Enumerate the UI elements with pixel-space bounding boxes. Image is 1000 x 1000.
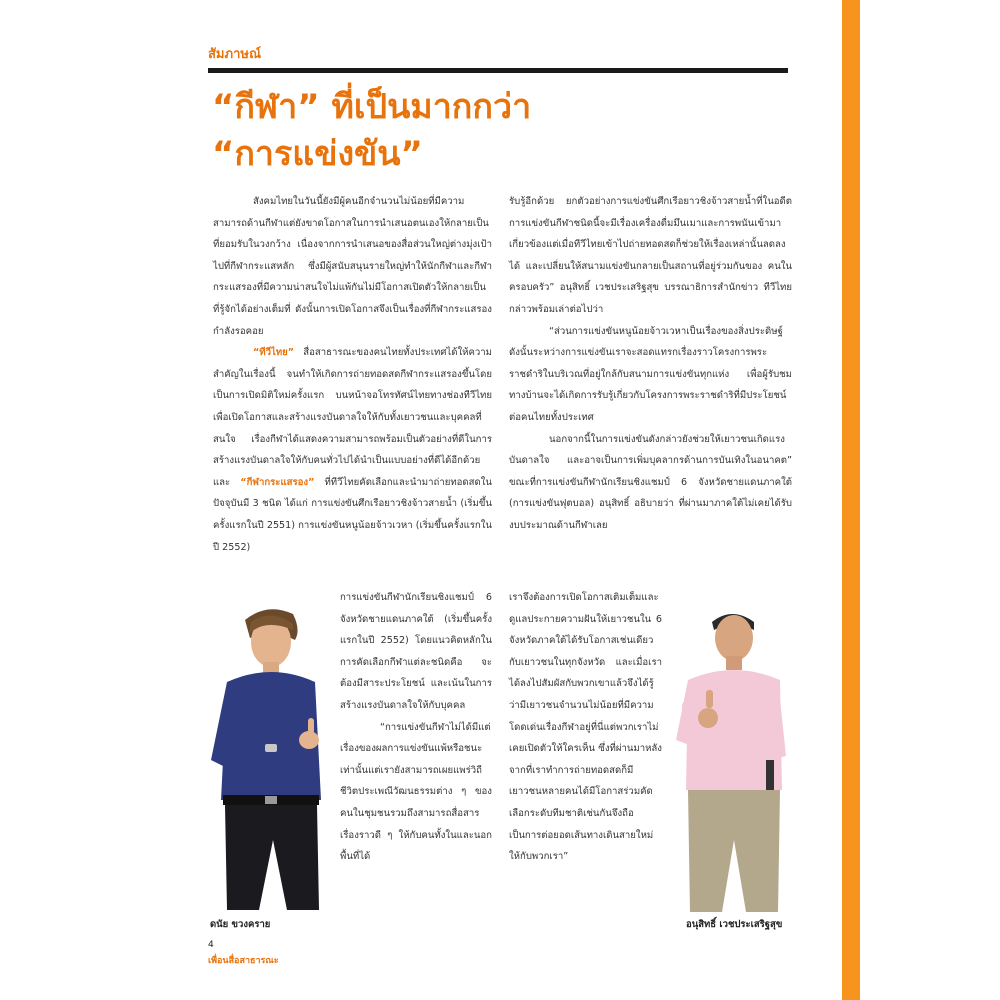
article-paragraph: เราจึงต้องการเปิดโอกาสเติมเต็มและดูแลประกายความฝันให้เยาวชนใน 6 จังหวัดภาคใต้ได้รับโอกาสเช่นเดียวกับเยาวชนในทุกจังหวัด และเมื่อเราได้ลงไปสัมผัสกับพวกเขาแล้วจึงได้รู้ว่ามีเยาวชนจำนวนไม่น้อยที่มีความโดดเด่นเรื่องกีฬาอยู่ที่นี่แต่พวกเราไม่เคยเปิดตัวให้ใครเห็น ซึ่งที่ผ่านมาหลังจากที่เราทำการถ่ายทอดสดก็มีเยาวชนหลายคนได้มีโอกาสร่วมคัดเลือกระดับทีมชาติเช่นกันจึงถือเป็นการต่อยอดเส้นทางเดินสายใหม่ให้กับพวกเรา” (509, 592, 662, 863)
headline-line-2: “การแข่งขัน” (212, 134, 423, 174)
photo-left-man (205, 600, 335, 910)
section-label: สัมภาษณ์ (208, 47, 262, 62)
photo-right-man (662, 600, 792, 912)
article-paragraph: นอกจากนี้ในการแข่งขันดังกล่าวยังช่วยให้เยาวชนเกิดแรงบันดาลใจ และอาจเป็นการเพิ่มบุคลากรด้านการบันเทิงในอนาคต” ขณะที่การแข่งขันกีฬานักเรียนชิงแชมป์ 6 จังหวัดชายแดนภาคใต้ (การแข่งขันฟุตบอล) อนุสิทธิ์ อธิบายว่า ที่ผ่านมาภาคใต้ไม่เคยได้รับงบประมาณด้านกีฬาเลย (509, 433, 792, 531)
article-paragraph: สังคมไทยในวันนี้ยังมีผู้คนอีกจำนวนไม่น้อยที่มีความสามารถด้านกีฬาแต่ยังขาดโอกาสในการนำเสนอตนเองให้กลายเป็นที่ยอมรับในวงกว้าง เนื่องจากการนำเสนอของสื่อส่วนใหญ่ต่างมุ่งเป้าไปที่กีฬากระแสหลัก ซึ่งมีผู้สนับสนุนรายใหญ่ทำให้นักกีฬาและกีฬากระแสรองที่มีความน่าสนใจไม่แพ้กันไม่มีโอกาสเปิดตัวให้กลายเป็นที่รู้จักได้อย่างเต็มที่ ดังนั้นการเปิดโอกาสจึงเป็นเรื่องที่กีฬากระแสรองกำลังรอคอย (213, 196, 492, 337)
highlight-minor-sports: “กีฬากระแสรอง” (240, 476, 315, 488)
article-paragraph (213, 342, 492, 558)
magazine-name: เพื่อนสื่อสาธารณะ (208, 956, 279, 966)
article-text: ที่ทีวีไทยคัดเลือกและนำมาถ่ายทอดสดในปัจจุบันมี 3 ชนิด ได้แก่ การแข่งขันศึกเรือยาวชิงจ้าวสายน้ำ (เริ่มขึ้นครั้งแรกในปี 2551) การแข่งขันหนูน้อยจ้าวเวหา (เริ่มขึ้นครั้งแรกในปี 2552) (213, 476, 492, 553)
article-paragraph: “ส่วนการแข่งขันหนูน้อยจ้าวเวหาเป็นเรื่องของสิ่งประดิษฐ์ดังนั้นระหว่างการแข่งขันเราจะสอดแทรกเรื่องราวโครงการพระราชดำริในบริเวณที่อยู่ใกล้กับสนามการแข่งขันทุกแห่ง เพื่อผู้รับชมทางบ้านจะได้เกิดการรับรู้เกี่ยวกับโครงการพระราชดำริที่มีประโยชน์ต่อคนไทยทั้งประเทศ (509, 325, 792, 423)
article-column-2 (340, 587, 492, 868)
article-column-4 (509, 587, 662, 868)
highlight-tvthai: “ทีวีไทย” (253, 347, 295, 359)
article-column-3 (509, 191, 792, 537)
article-text: สื่อสาธารณะของคนไทยทั้งประเทศได้ให้ความสำคัญในเรื่องนี้ จนทำให้เกิดการถ่ายทอดสดกีฬากระแสรองขึ้นโดยเป็นการเปิดมิติใหม่ครั้งแรก บนหน้าจอโทรทัศน์ไทยทางช่องทีวีไทย เพื่อเปิดโอกาสและสร้างแรงบันดาลใจให้กับทั้งเยาวชนและบุคคลที่สนใจ เรื่องกีฬาได้แสดงความสามารถพร้อมเป็นตัวอย่างที่ดีในการสร้างแรงบันดาลใจให้กับคนทั่วไปได้นำเป็นแบบอย่างที่ดีได้อีกด้วย และ (213, 347, 492, 488)
article-paragraph: การแข่งขันกีฬานักเรียนชิงแชมป์ 6 จังหวัดชายแดนภาคใต้ (เริ่มขึ้นครั้งแรกในปี 2552) โดยแนวคิดหลักในการคัดเลือกกีฬาแต่ละชนิดคือ จะต้องมีสาระประโยชน์ และเน้นในการสร้างแรงบันดาลใจให้กับบุคคล (340, 592, 492, 711)
headline-line-1: “กีฬา” ที่เป็นมากกว่า (212, 87, 532, 127)
orange-side-bar (842, 0, 860, 1000)
article-paragraph: “การแข่งขันกีฬาไม่ได้มีแต่เรื่องของผลการแข่งขันแพ้หรือชนะเท่านั้นแต่เรายังสามารถเผยแพร่วิถีชีวิตประเพณีวัฒนธรรมต่าง ๆ ของคนในชุมชนรวมถึงสามารถสื่อสารเรื่องราวดี ๆ ให้กับคนทั้งในและนอกพื้นที่ได้ (340, 721, 492, 863)
caption-left: ดนัย ขวงคราย (210, 919, 271, 930)
article-paragraph: รับรู้อีกด้วย ยกตัวอย่างการแข่งขันศึกเรือยาวชิงจ้าวสายน้ำที่ในอดีตการแข่งขันกีฬาชนิดนี้จะมีเรื่องเครื่องดื่มมึนเมาและการพนันเข้ามาเกี่ยวข้องแต่เมื่อทีวีไทยเข้าไปถ่ายทอดสดก็ช่วยให้เรื่องเหล่านั้นลดลงได้ และเปลี่ยนให้สนามแข่งขันกลายเป็นสถานที่อยู่ร่วมกันของ คนในครอบครัว” อนุสิทธิ์ เวชประเสริฐสุข บรรณาธิการสำนักข่าว ทีวีไทย กล่าวพร้อมเล่าต่อไปว่า (509, 196, 792, 315)
caption-right: อนุสิทธิ์ เวชประเสริฐสุข (686, 919, 783, 930)
header-rule (208, 68, 788, 73)
page-number: 4 (208, 940, 214, 950)
article-column-1 (213, 191, 492, 558)
